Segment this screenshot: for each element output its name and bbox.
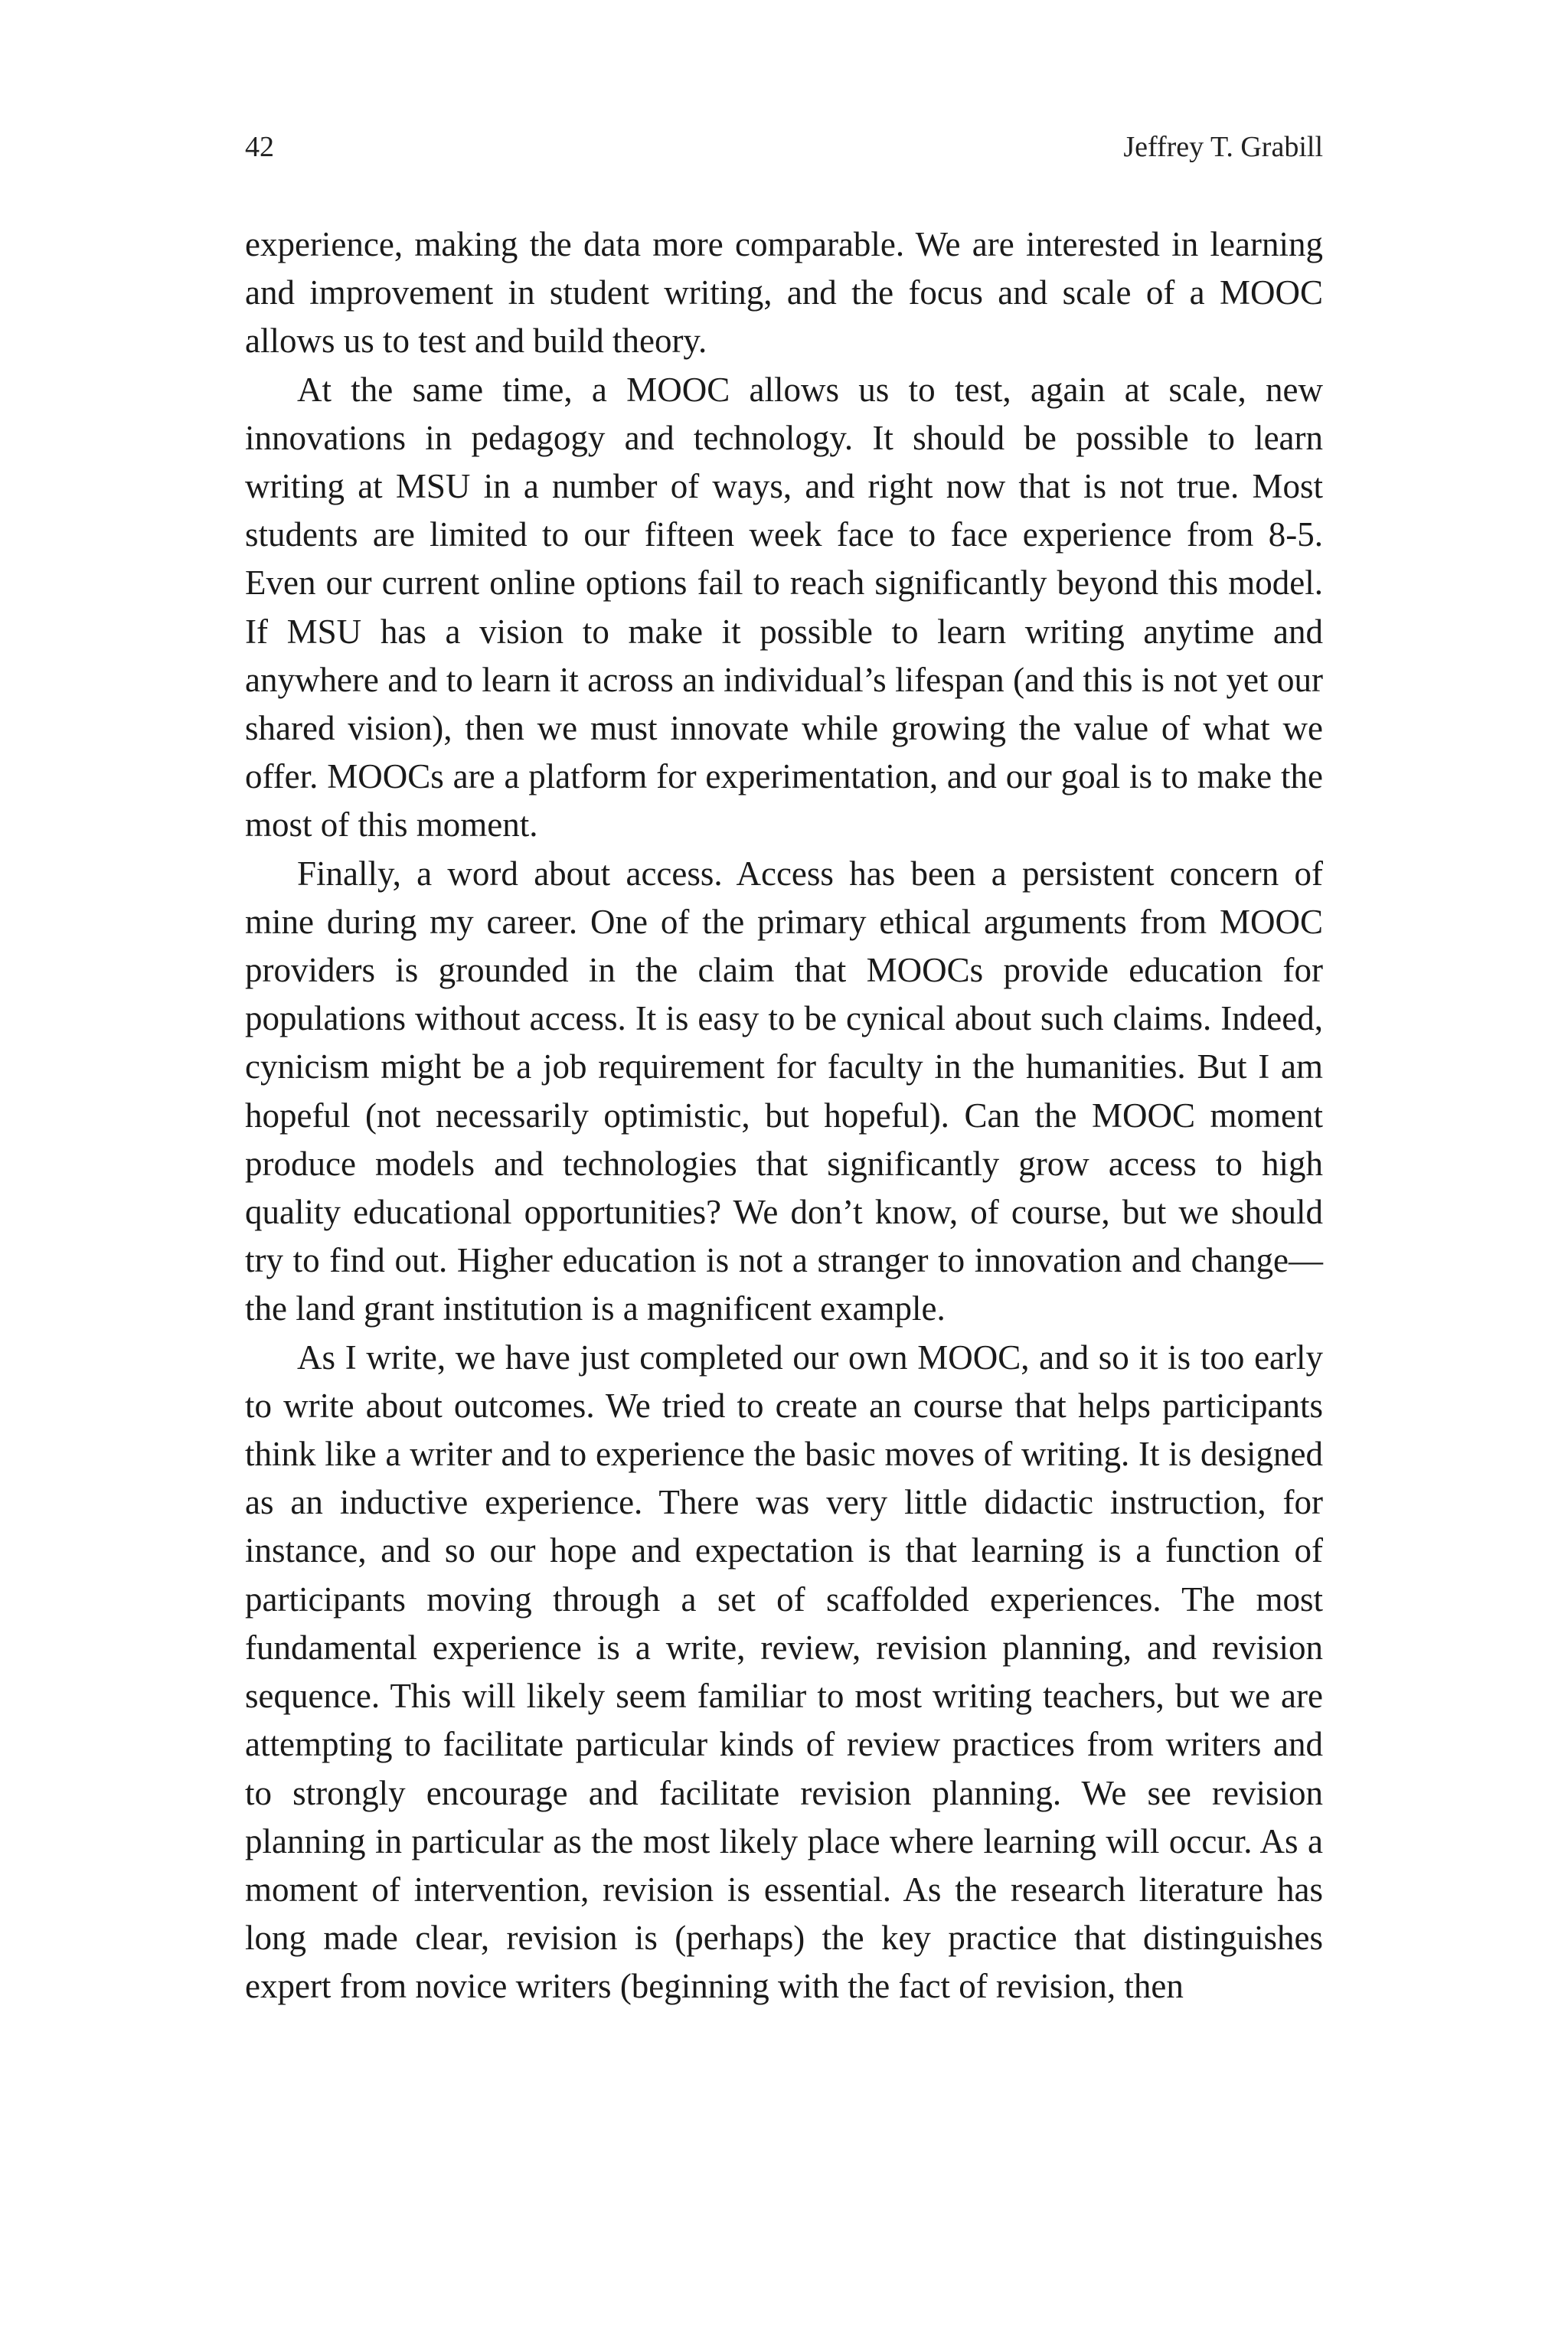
running-head <box>245 124 1323 170</box>
paragraph-access: Finally, a word about access. Access has been a persistent concern of mine during my career. One of the primary ethical arguments from MOOC providers is grounded in the claim that MOOCs provide education for populations without access. It is easy to be cynical about such claims. Indeed, cynicism might be a job requirement for faculty in the humanities. But I am hopeful (not necessarily optimistic, but hopeful). Can the MOOC moment produce models and technologies that significantly grow access to high quality educational opportunities? We don’t know, of course, but we should try to find out. Higher education is not a stranger to innovation and change—the land grant institution is a magnificent example. <box>245 854 1323 1328</box>
running-head-author: Jeffrey T. Grabill <box>1123 131 1323 163</box>
paragraph-continued: experience, making the data more comparable. We are interested in learning and improvement in student writing, and the focus and scale of a MOOC allows us to test and build theory. <box>245 225 1323 361</box>
paragraph-outcomes: As I write, we have just completed our own MOOC, and so it is too early to write about outcomes. We tried to create an course that helps participants think like a writer and to experience the basic moves of writing. It is designed as an inductive experience. There was very little didactic instruction, for instance, and so our hope and expectation is that learning is a function of participants moving through a set of scaffolded experiences. The most fundamental experience is a write, review, revision planning, and revision sequence. This will likely seem familiar to most writing teachers, but we are attempting to facilitate particular kinds of review practices from writers and to strongly encourage and facilitate revision planning. We see revision planning in particular as the most likely place where learning will occur. As a moment of intervention, revision is essential. As the research literature has long made clear, revision is (perhaps) the key practice that distinguishes expert from novice writers (beginning with the fact of revision, then <box>245 1338 1323 2006</box>
body-text <box>245 220 1323 2011</box>
page-number: 42 <box>245 131 274 163</box>
paragraph-innovation: At the same time, a MOOC allows us to test, again at scale, new innovations in pedagogy and technology. It should be possible to learn writing at MSU in a number of ways, and right now that is not true. Most students are limited to our fifteen week face to face experience from 8-5. Even our current online options fail to reach significantly beyond this model. If MSU has a vision to make it possible to learn writing anytime and anywhere and to learn it across an individual’s lifespan (and this is not yet our shared vision), then we must innovate while growing the value of what we offer. MOOCs are a platform for experimentation, and our goal is to make the most of this moment. <box>245 370 1323 844</box>
